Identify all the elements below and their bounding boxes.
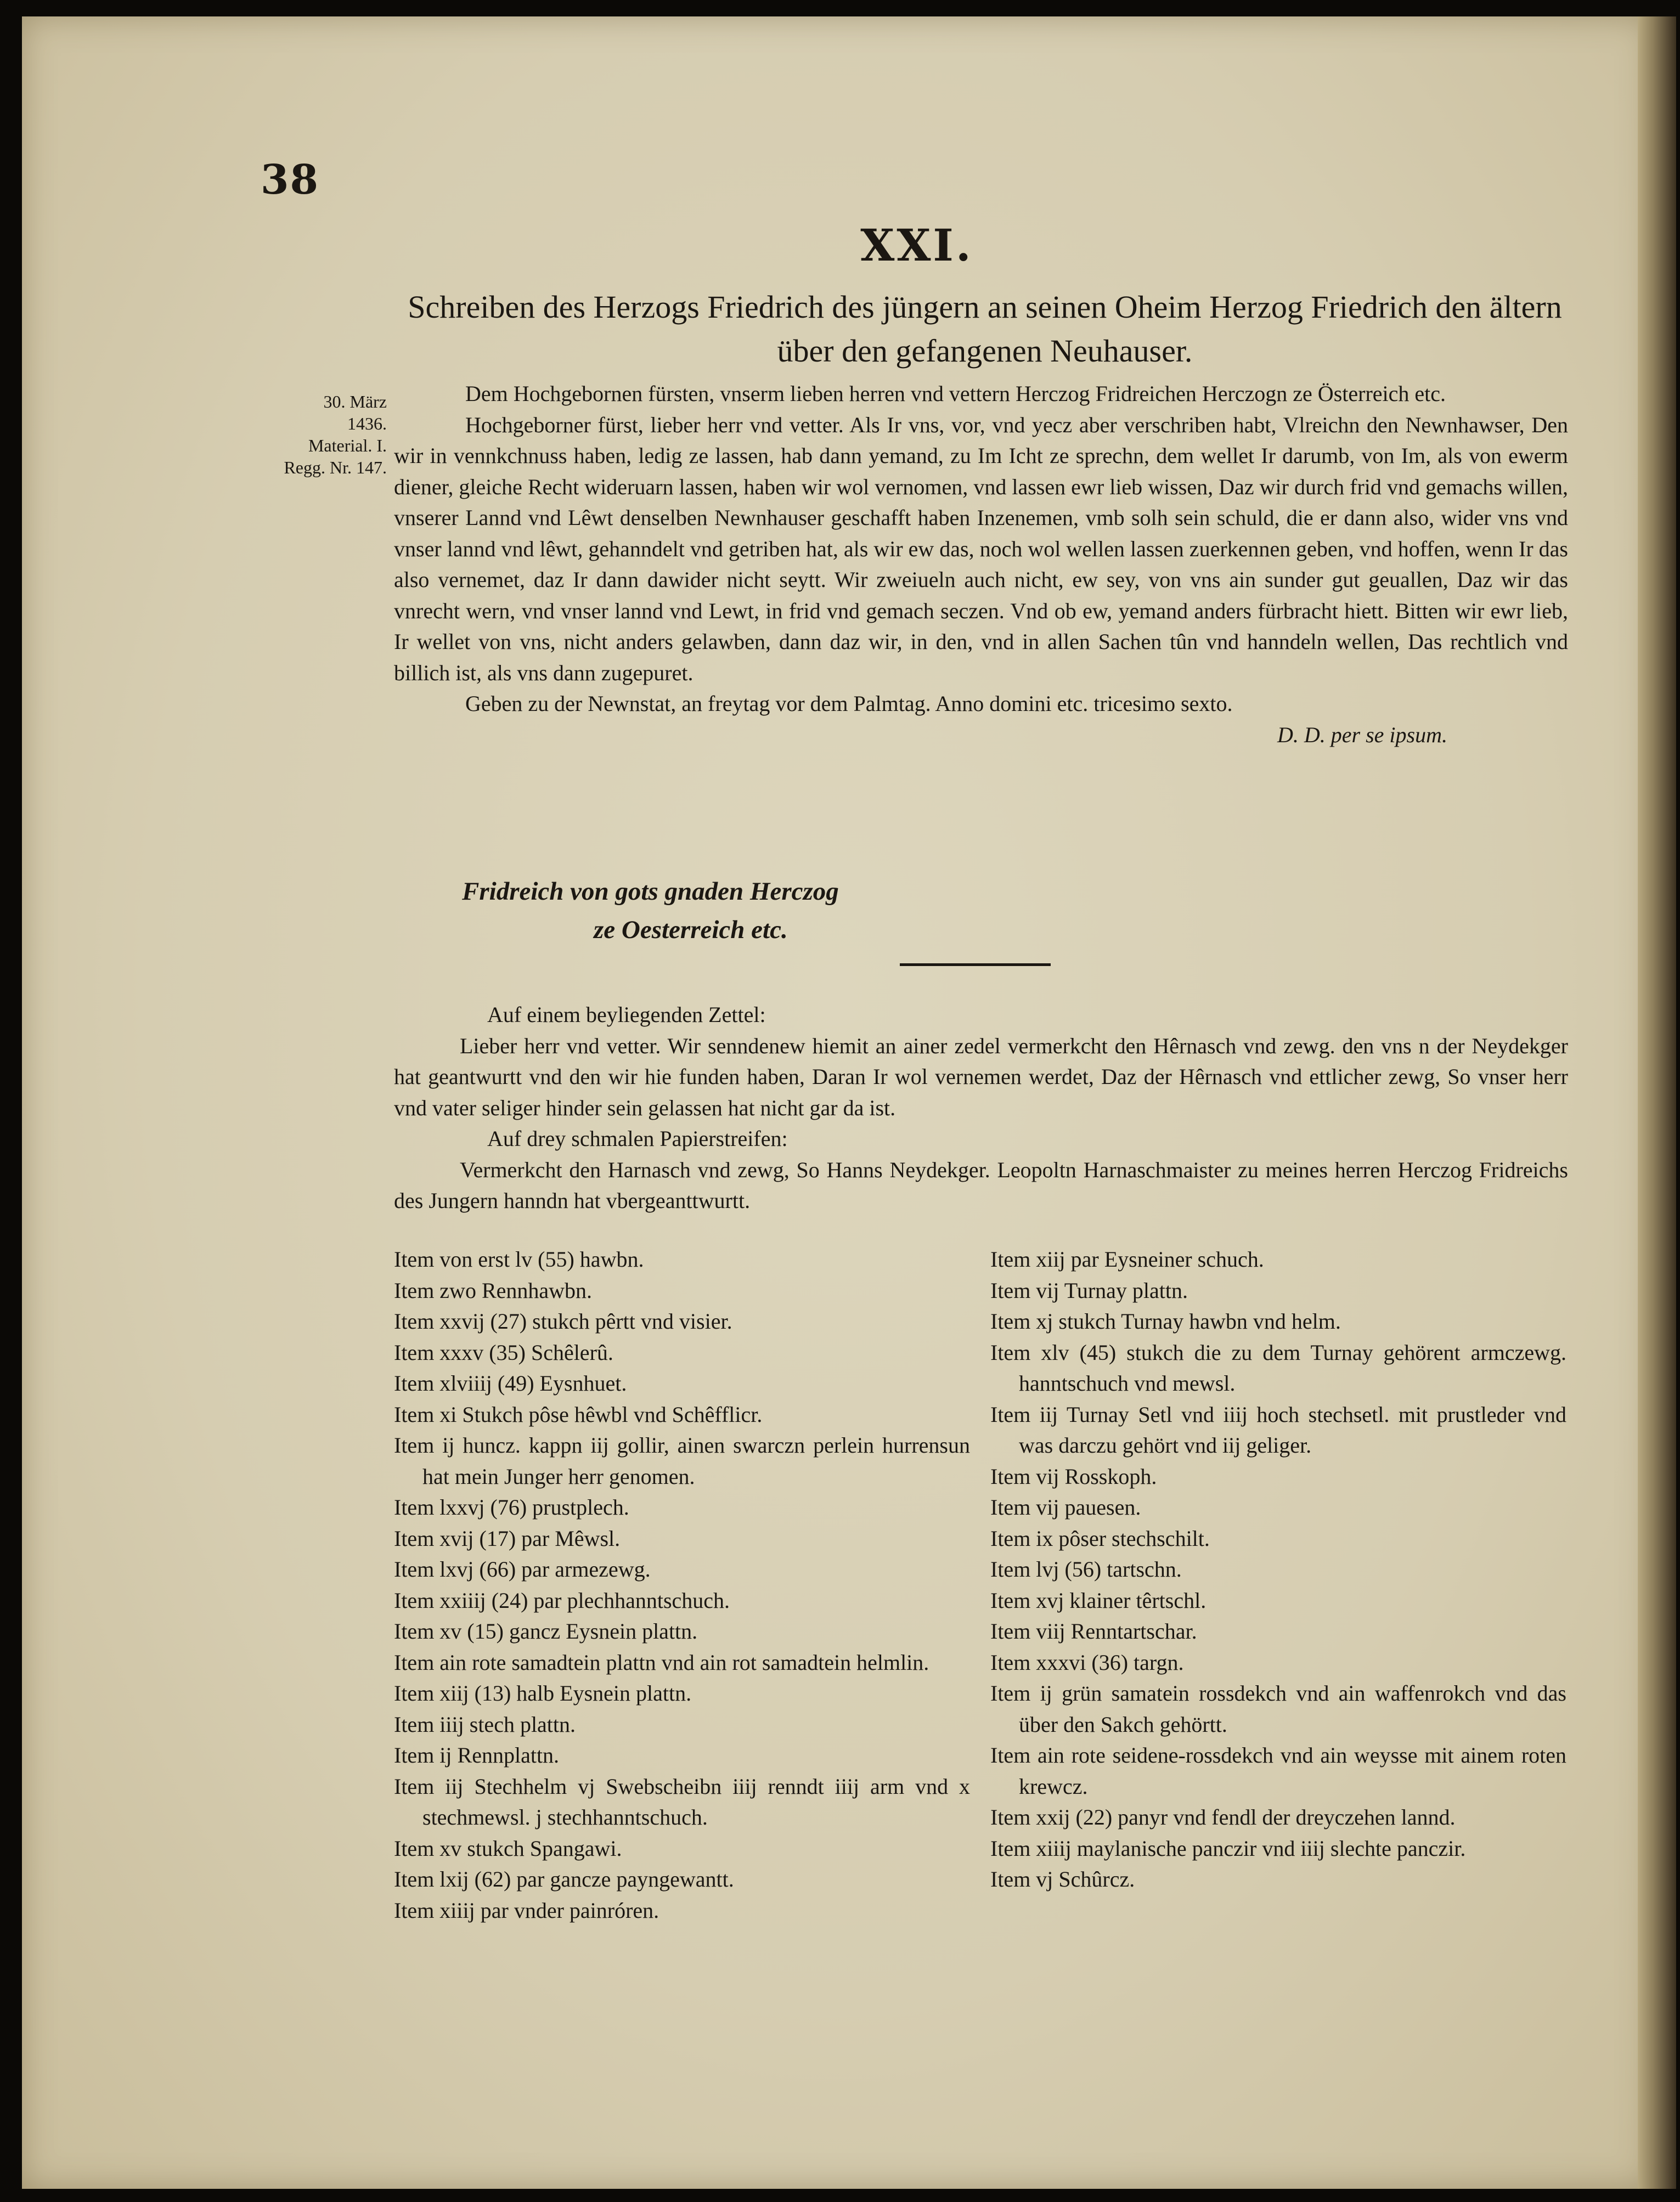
strips-text: Vermerkcht den Harnasch vnd zewg, So Hanns Neydekger. Leopoltn Harnaschmaister zu meines herren Herczog Fridreichs des Jungern hanndn hat vbergeanttwurtt. bbox=[394, 1157, 1568, 1213]
inventory-item: Item ain rote samadtein plattn vnd ain rot samadtein helmlin. bbox=[394, 1650, 929, 1675]
inventory-list-right bbox=[990, 1244, 1566, 1895]
margin-date: 30. März bbox=[323, 392, 387, 411]
inventory-item: Item xvij (17) par Mêwsl. bbox=[394, 1526, 621, 1551]
inventory-item: Item xlv (45) stukch die zu dem Turnay gehörent armczewg. hanntschuch vnd mewsl. bbox=[990, 1340, 1566, 1396]
inventory-item: Item xvj klainer têrtschl. bbox=[990, 1588, 1207, 1613]
inventory-item: Item xxvij (27) stukch pêrtt vnd visier. bbox=[394, 1309, 732, 1334]
inventory-item: Item xj stukch Turnay hawbn vnd helm. bbox=[990, 1309, 1341, 1334]
inventory-item: Item xxij (22) panyr vnd fendl der dreyczehen lannd. bbox=[990, 1805, 1456, 1830]
inventory-item: Item lxij (62) par gancze payngewantt. bbox=[394, 1867, 734, 1892]
section-divider bbox=[900, 963, 1051, 966]
inventory-item: Item vj Schûrcz. bbox=[990, 1867, 1135, 1892]
signature-line-2: ze Oesterreich etc. bbox=[594, 916, 788, 944]
inventory-item: Item xv (15) gancz Eysnein plattn. bbox=[394, 1619, 698, 1644]
inventory-item: Item xxiiij (24) par plechhanntschuch. bbox=[394, 1588, 730, 1613]
inventory-item: Item ij Rennplattn. bbox=[394, 1743, 560, 1768]
inventory-item: Item vij Rosskoph. bbox=[990, 1464, 1157, 1489]
inventory-item: Item xi Stukch pôse hêwbl vnd Schêfflicr. bbox=[394, 1402, 763, 1427]
document-number: XXI. bbox=[860, 219, 973, 271]
letter-per: D. D. per se ipsum. bbox=[1277, 722, 1447, 747]
inventory-item: Item lxvj (66) par armezewg. bbox=[394, 1557, 651, 1582]
inventory-item: Item iiij stech plattn. bbox=[394, 1712, 576, 1737]
inventory-item: Item xlviiij (49) Eysnhuet. bbox=[394, 1371, 627, 1396]
letter-body: Hochgeborner fürst, lieber herr vnd vetter. Als Ir vns, vor, vnd yecz aber verschriben habt, Vlreichn den Newnhawser, Den wir in vennkchnuss haben, ledig ze lassen, hab dann yemand, zu Im Icht ze sprechn, dem wellet Ir darumb, von Im, als von ewerm diener, gleiche Recht wideruarn lassen, haben wir wol vernomen, vnd lassen ewr lieb wissen, Daz wir durch frid vnd gemachs willen, vnserer Lannd vnd Lêwt denselben Newnhauser geschafft haben Inzenemen, vmb solh sein schuld, die er dann also, wider vns vnd vnser lannd vnd lêwt, gehanndelt vnd getriben hat, als wir ew das, noch wol wellen lassen zuerkennen geben, vnd hoffen, wenn Ir das also vernemet, daz Ir dann dawider nicht seytt. Wir zweiueln auch nicht, ew sey, von vns ain sunder gut geuallen, Daz wir das vnrecht wern, vnd vnser lannd vnd Lewt, in frid vnd gemach seczen. Vnd ob ew, yemand anders fürbracht hiett. Bitten wir ewr lieb, Ir wellet von vns, nicht anders gelawben, dann daz wir, in den, vnd in allen Sachen tûn vnd hanndeln wellen, Das rechtlich vnd billich ist, als vns dann zugepuret. bbox=[394, 412, 1568, 685]
inventory-item: Item xxxv (35) Schêlerû. bbox=[394, 1340, 613, 1365]
margin-source: Material. I. bbox=[308, 436, 387, 455]
letter-text bbox=[394, 379, 1568, 750]
margin-register: Regg. Nr. 147. bbox=[284, 458, 387, 477]
signature bbox=[462, 872, 839, 949]
letter-dating: Geben zu der Newnstat, an freytag vor dem Palmtag. Anno domini etc. tricesimo sexto. bbox=[465, 691, 1233, 716]
inventory-item: Item ain rote seidene-rossdekch vnd ain weysse mit ainem roten krewcz. bbox=[990, 1743, 1566, 1799]
page-number: 38 bbox=[261, 156, 319, 204]
document-title: Schreiben des Herzogs Friedrich des jüngern an seinen Oheim Herzog Friedrich den ältern über den gefangenen Neuhauser. bbox=[408, 289, 1562, 369]
inventory-list-left bbox=[394, 1244, 970, 1926]
inventory-item: Item xxxvi (36) targn. bbox=[990, 1650, 1184, 1675]
margin-year: 1436. bbox=[347, 414, 387, 433]
inventory-item: Item lvj (56) tartschn. bbox=[990, 1557, 1182, 1582]
inventory-item: Item xiij (13) halb Eysnein plattn. bbox=[394, 1681, 692, 1706]
strips-heading: Auf drey schmalen Papierstreifen: bbox=[487, 1126, 788, 1151]
inventory-item: Item lxxvj (76) prustplech. bbox=[394, 1495, 629, 1520]
inventory-item: Item ij grün samatein rossdekch vnd ain waffenrokch vnd das über den Sakch gehörtt. bbox=[990, 1681, 1566, 1737]
zettel-text: Lieber herr vnd vetter. Wir senndenew hiemit an ainer zedel vermerkcht den Hêrnasch vnd zewg. den vns n der Neydekger hat geantwurtt vnd den wir hie funden haben, Daran Ir wol vernemen werdet, Daz der Hêrnasch vnd ettlicher zewg, So vnser herr vnd vater seliger hinder sein gelassen hat nicht gar da ist. bbox=[394, 1033, 1568, 1120]
inventory-item: Item zwo Rennhawbn. bbox=[394, 1278, 593, 1303]
inventory-item: Item vij pauesen. bbox=[990, 1495, 1141, 1520]
inventory-item: Item xiiij par vnder painróren. bbox=[394, 1898, 659, 1923]
enclosure-text bbox=[394, 1000, 1568, 1217]
inventory-item: Item iij Stechhelm vj Swebscheibn iiij renndt iiij arm vnd x stechmewsl. j stechhanntschuch. bbox=[394, 1774, 970, 1830]
inventory-item: Item von erst lv (55) hawbn. bbox=[394, 1247, 644, 1272]
inventory-item: Item ij huncz. kappn iij gollir, ainen swarczn perlein hurrensun hat mein Junger herr genomen. bbox=[394, 1433, 970, 1489]
inventory-item: Item vij Turnay plattn. bbox=[990, 1278, 1188, 1303]
inventory-item: Item xiiij maylanische panczir vnd iiij slechte panczir. bbox=[990, 1836, 1466, 1861]
letter-address: Dem Hochgebornen fürsten, vnserm lieben herren vnd vettern Herczog Fridreichen Herczogn ze Österreich etc. bbox=[465, 381, 1446, 406]
signature-line-1: Fridreich von gots gnaden Herczog bbox=[462, 877, 839, 906]
margin-note bbox=[247, 391, 387, 478]
page-right-edge bbox=[1638, 16, 1676, 2189]
inventory-item: Item viij Renntartschar. bbox=[990, 1619, 1197, 1644]
inventory-item: Item xv stukch Spangawi. bbox=[394, 1836, 622, 1861]
zettel-heading: Auf einem beyliegenden Zettel: bbox=[487, 1002, 766, 1027]
inventory-item: Item ix pôser stechschilt. bbox=[990, 1526, 1210, 1551]
inventory-item: Item xiij par Eysneiner schuch. bbox=[990, 1247, 1264, 1272]
inventory-item: Item iij Turnay Setl vnd iiij hoch stechsetl. mit prustleder vnd was darczu gehört vnd iij geliger. bbox=[990, 1402, 1566, 1458]
